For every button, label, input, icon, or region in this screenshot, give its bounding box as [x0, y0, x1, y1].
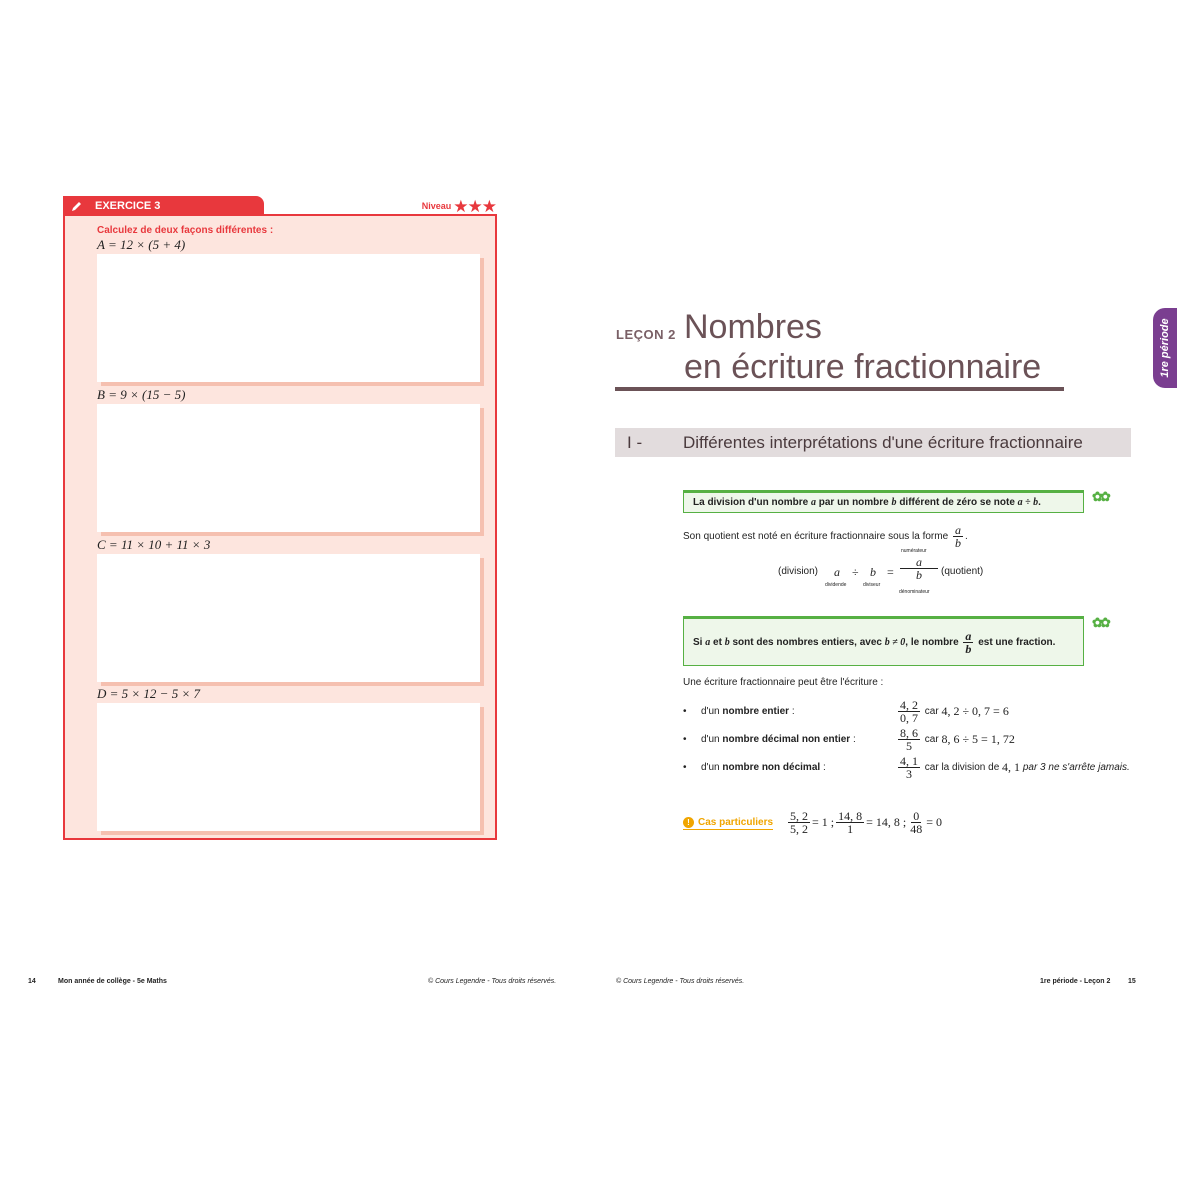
period-tab: 1re période	[1153, 308, 1177, 388]
list-item: • d'un nombre entier : $\frac{4, 2}{0, 7}$ car 4, 2 ÷ 0, 7 = 6	[683, 697, 1009, 725]
equals-sign: =	[887, 565, 894, 579]
pencil-icon	[63, 200, 87, 212]
answer-area-a[interactable]	[97, 254, 480, 382]
book-title: Mon année de collège - 5e Maths	[58, 978, 167, 985]
division-label: (division)	[778, 566, 819, 577]
warning-icon: !	[683, 817, 694, 828]
definition-box-1: La division d'un nombre a par un nombre b différent de zéro se note a ÷ b .	[683, 490, 1084, 513]
gears-icon: ✿✿	[1092, 489, 1108, 504]
answer-area-c[interactable]	[97, 554, 480, 682]
diviseur-label: diviseur	[863, 582, 881, 588]
right-copyright: © Cours Legendre - Tous droits réservés.	[616, 978, 745, 985]
section-title: Différentes interprétations d'une écriture fractionnaire	[683, 432, 1083, 452]
lesson-title: Nombres en écriture fractionnaire	[684, 308, 1042, 386]
exercise-title: EXERCICE 3	[95, 200, 161, 212]
expression-b: B = 9 × (15 − 5)	[97, 387, 186, 402]
gears-icon: ✿✿	[1092, 615, 1108, 630]
expression-d: D = 5 × 12 − 5 × 7	[97, 686, 200, 701]
quotient-text: Son quotient est noté en écriture fractionnaire sous la forme $\frac{a}{b}$ .	[683, 523, 968, 550]
section-number: I -	[627, 432, 643, 452]
numerateur-label: numérateur	[901, 548, 927, 554]
bullet-icon: •	[683, 761, 687, 773]
bullet-icon: •	[683, 705, 687, 717]
dividende-label: dividende	[825, 582, 847, 588]
denominateur-label: dénominateur	[899, 589, 930, 595]
answer-area-d[interactable]	[97, 703, 480, 831]
quotient-label: (quotient)	[941, 566, 984, 577]
lesson-label: LEÇON 2	[616, 327, 676, 342]
exercise-instruction: Calculez de deux façons différentes :	[97, 225, 274, 236]
divide-sign: ÷	[852, 565, 859, 579]
star-icon: ★★★	[453, 196, 496, 216]
answer-area-b[interactable]	[97, 404, 480, 532]
expression-a: A = 12 × (5 + 4)	[97, 237, 186, 252]
definition-box-2: Si a et b sont des nombres entiers, avec b ≠ 0 , le nombre $\frac{a}{b}$ est une fraction.	[683, 616, 1084, 666]
dividend-symbol: a	[834, 565, 840, 579]
special-cases-expression: $\frac{5, 2}{5, 2}$ = 1 ; $\frac{14, 8}{1}$ = 14, 8 ; $\frac{0}{48}$ = 0	[790, 809, 942, 836]
right-page-number: 15	[1128, 978, 1136, 985]
left-copyright: © Cours Legendre - Tous droits réservés.	[428, 978, 557, 985]
list-item: • d'un nombre décimal non entier : $\frac{8, 6}{5}$ car 8, 6 ÷ 5 = 1, 72	[683, 725, 1015, 753]
left-page-number: 14	[28, 978, 36, 985]
diagram-fraction: $\frac{a}{b}$	[898, 556, 940, 581]
section-heading	[615, 428, 1131, 457]
list-intro: Une écriture fractionnaire peut être l'écriture :	[683, 677, 884, 688]
bullet-icon: •	[683, 733, 687, 745]
expression-c: C = 11 × 10 + 11 × 3	[97, 537, 211, 552]
level-label: Niveau	[421, 201, 452, 211]
difficulty-level	[418, 197, 496, 215]
list-item: • d'un nombre non décimal : $\frac{4, 1}{3}$ car la division de 4, 1 par 3 ne s'arrête jamais.	[683, 753, 1130, 781]
period-lesson-footer: 1re période - Leçon 2	[1040, 978, 1111, 985]
special-cases-label: ! Cas particuliers	[683, 817, 773, 830]
title-underline	[615, 387, 1064, 391]
divisor-symbol: b	[870, 565, 876, 579]
exercise-header	[63, 196, 264, 216]
